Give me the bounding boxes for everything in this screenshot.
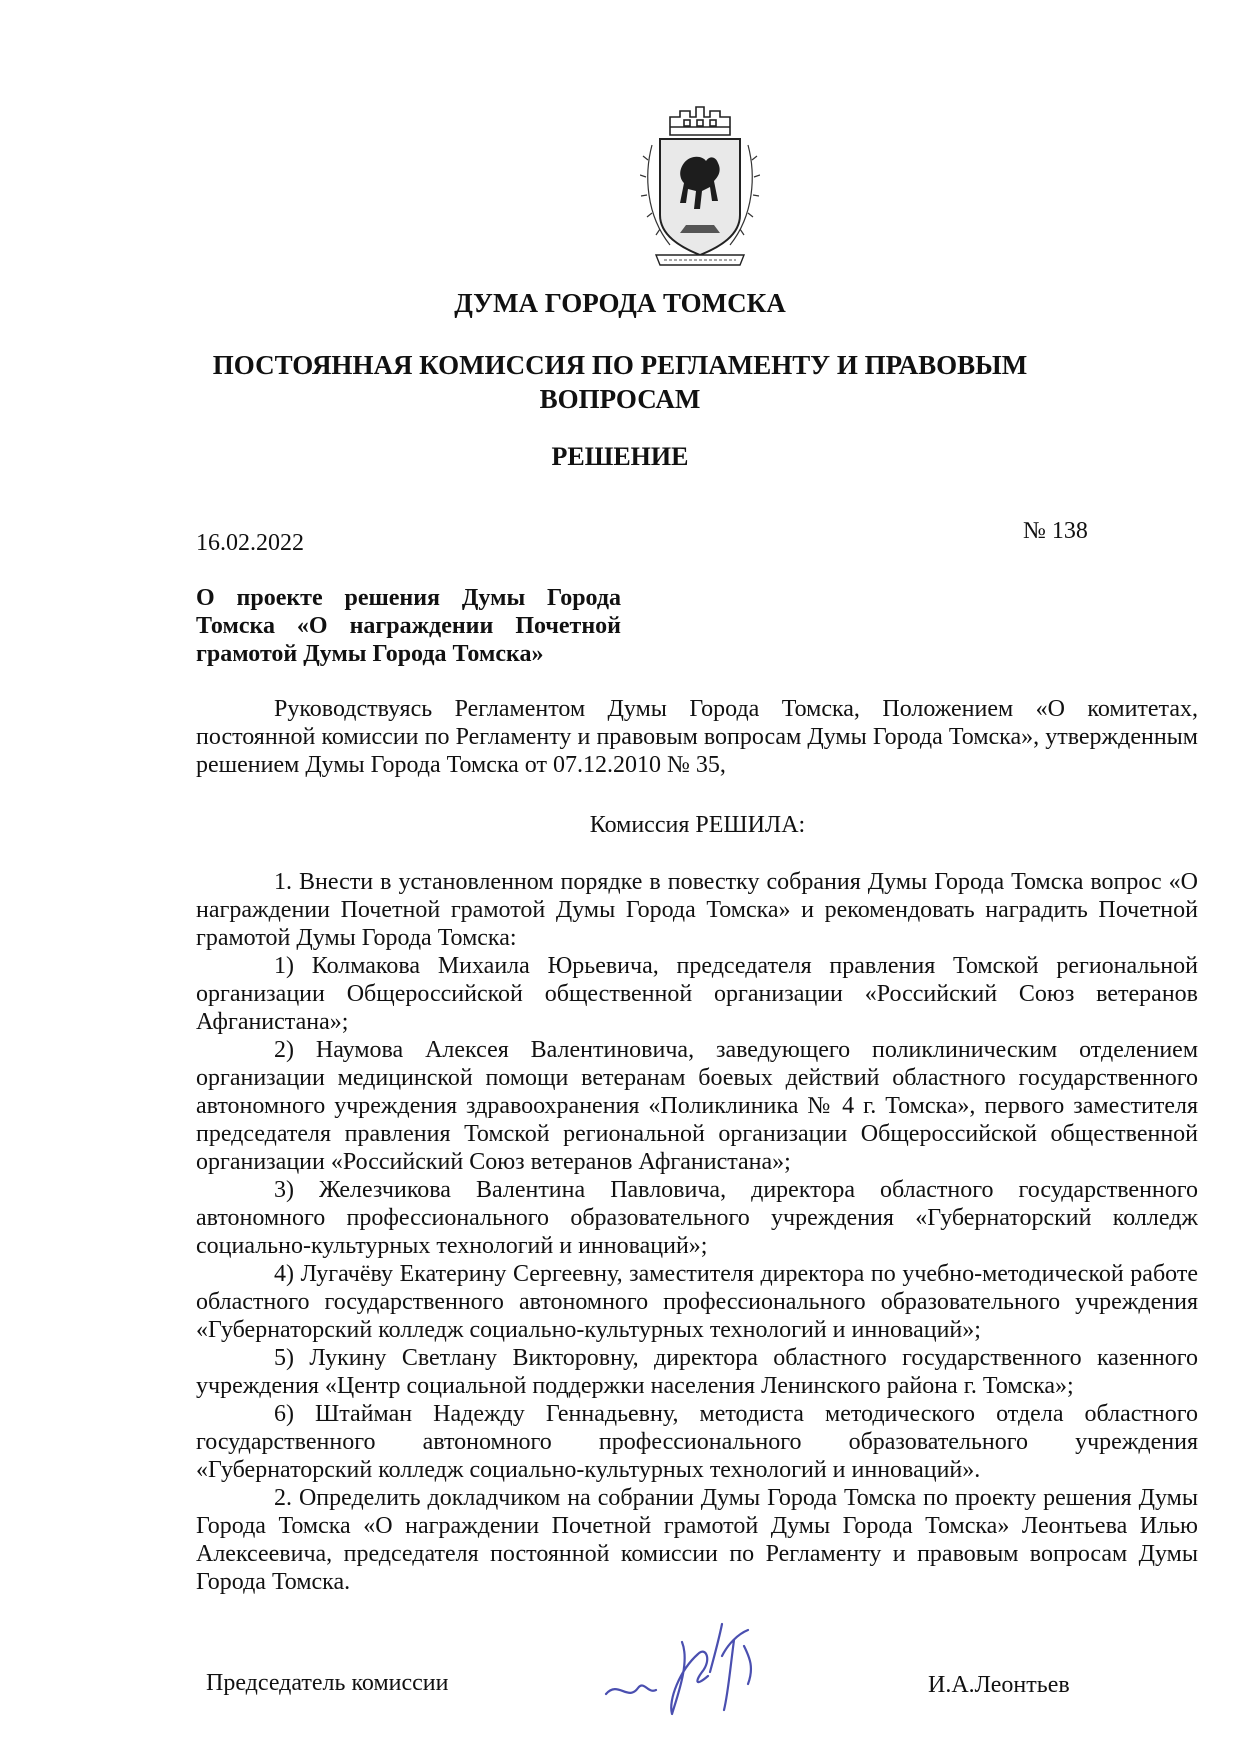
signatory-title: Председатель комиссии — [206, 1670, 449, 1696]
list-item: 1. Внести в установленном порядке в повестку собрания Думы Города Томска вопрос «О награждении Почетной грамотой Думы Города Томска» и рекомендовать наградить Почетной грамотой Думы Города Томска: — [196, 869, 1198, 951]
document-number: № 138 — [1023, 518, 1088, 544]
document-type: РЕШЕНИЕ — [551, 442, 689, 471]
handwritten-signature — [598, 1610, 808, 1720]
commission-title — [0, 348, 1240, 416]
document-date: 16.02.2022 — [196, 530, 304, 556]
list-item: 6) Штайман Надежду Геннадьевну, методиста методического отдела областного государственного автономного профессионального образовательного учреждения «Губернаторский колледж социально-культурных технологий и инноваций». — [196, 1401, 1198, 1483]
decision-items — [196, 868, 1198, 1596]
intro-paragraph — [196, 695, 1198, 779]
document-subject: О проекте решения Думы Города Томска «О награждении Почетной грамотой Думы Города Томска» — [196, 585, 621, 667]
signatory-name: И.А.Леонтьев — [928, 1672, 1070, 1698]
list-item: 2) Наумова Алексея Валентиновича, заведующего поликлиническим отделением организации медицинской помощи ветеранам боевых действий областного государственного автономного учреждения здравоохранения «Поликлиника № 4 г. Томска», первого заместителя председателя правления Томской региональной организации Общероссийской общественной организации «Российский Союз ветеранов Афганистана»; — [196, 1037, 1198, 1175]
coat-of-arms-emblem — [640, 105, 760, 275]
intro-text: Руководствуясь Регламентом Думы Города Томска, Положением «О комитетах, постоянной комиссии по Регламенту и правовым вопросам Думы Города Томска», утвержденным решением Думы Города Томска от 07.12.2010 № 35, — [196, 696, 1198, 778]
list-item: 4) Лугачёву Екатерину Сергеевну, заместителя директора по учебно-методической работе областного государственного автономного профессионального образовательного учреждения «Губернаторский колледж социально-культурных технологий и инноваций»; — [196, 1261, 1198, 1343]
list-item: 3) Железчикова Валентина Павловича, директора областного государственного автономного профессионального образовательного учреждения «Губернаторский колледж социально-культурных технологий и инноваций»; — [196, 1177, 1198, 1259]
resolution-heading: Комиссия РЕШИЛА: — [589, 812, 806, 838]
list-item: 1) Колмакова Михаила Юрьевича, председателя правления Томской региональной организации Общероссийской общественной организации «Российский Союз ветеранов Афганистана»; — [196, 953, 1198, 1035]
list-item: 2. Определить докладчиком на собрании Думы Города Томска по проекту решения Думы Города Томска «О награждении Почетной грамотой Думы Города Томска» Леонтьева Илью Алексеевича, председателя постоянной комиссии по Регламенту и правовым вопросам Думы Города Томска. — [196, 1485, 1198, 1595]
duma-title: ДУМА ГОРОДА ТОМСКА — [454, 288, 786, 318]
commission-title-line1: ПОСТОЯННАЯ КОМИССИЯ ПО РЕГЛАМЕНТУ И ПРАВОВЫМ — [212, 350, 1028, 380]
commission-title-line2: ВОПРОСАМ — [539, 384, 701, 414]
list-item: 5) Лукину Светлану Викторовну, директора областного государственного казенного учреждения «Центр социальной поддержки населения Ленинского района г. Томска»; — [196, 1345, 1198, 1399]
